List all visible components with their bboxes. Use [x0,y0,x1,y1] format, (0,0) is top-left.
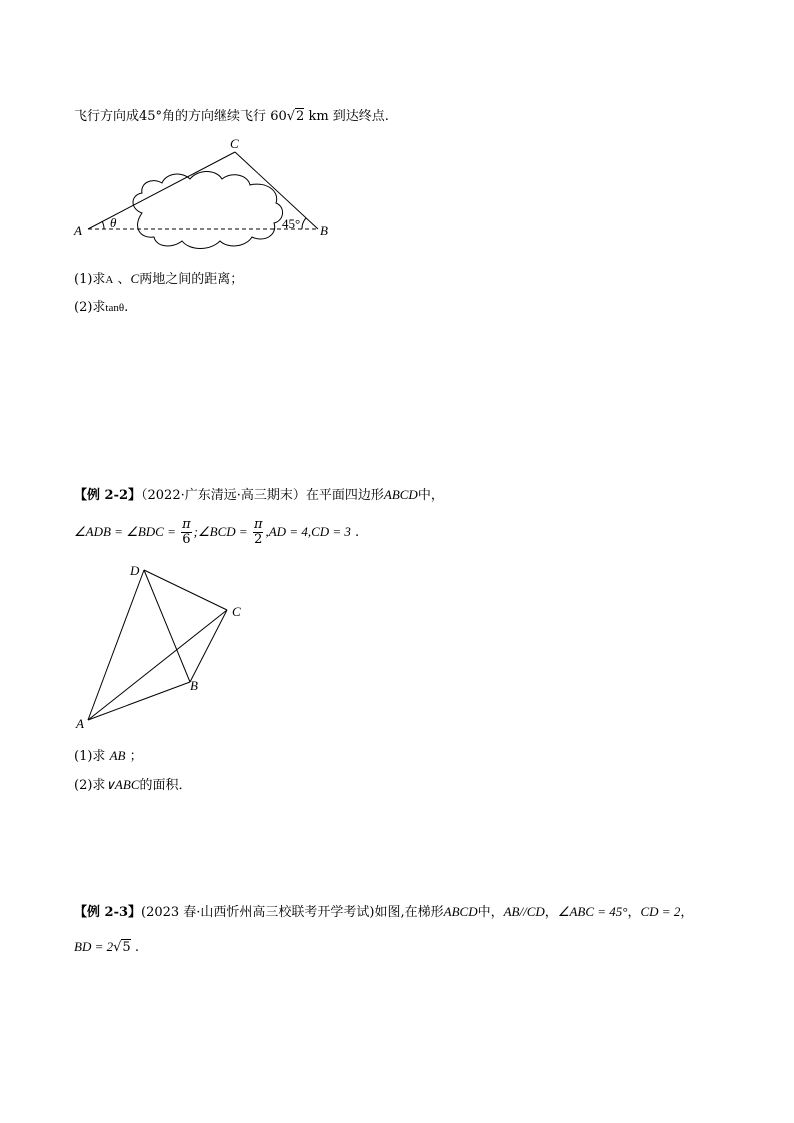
p2-q1-math: AB [109,748,126,763]
label-C: C [230,136,239,151]
q2-suffix: . [124,300,129,315]
example23-sep3: ， [680,905,694,920]
bd-end: . [130,940,139,955]
example23-source: (2023 春·山西忻州高三校联考开学考试)如图,在梯形 [141,905,444,920]
label-45: 45° [282,216,301,231]
fraction-pi-2: $\frac{\pi}{2}$ [253,517,263,547]
p2-q2-prefix: (2)求 [74,778,106,793]
sqrt-symbol: √ [286,109,296,124]
label-theta: θ [110,215,117,230]
angle-expr1: ∠ADB = ∠BDC = [74,524,180,539]
intro-text: 飞行方向成45°角的方向继续飞行 [74,109,271,124]
example23-trap: ABCD [443,904,478,919]
label-C: C [232,604,241,619]
distance-unit: km [304,109,329,124]
angle-theta-arc [102,221,104,229]
p2-q2-suffix: 的面积． [139,778,192,793]
q1-sep: 、 [113,272,131,287]
angle-expr3: ,AD = 4,CD = 3 [265,524,351,539]
example22-conditions [74,516,359,549]
line-CB [190,610,227,682]
example23-cond2: ∠ABC = 45° [557,904,628,919]
label-D: D [130,563,140,578]
bd-radical: 5 [122,940,131,955]
example22-quad: ABCD [383,487,418,502]
example23-mid: 中， [477,905,504,920]
example22-source-end: 中， [417,488,444,503]
line-BA [88,682,190,720]
example23-cond1: AB//CD [503,904,545,919]
bd-prefix: BD = 2 [74,939,114,954]
label-A: A [74,223,82,238]
example22-tag: 【例 2-2】 [74,488,142,503]
example22-heading [74,486,444,505]
q1-A: A [105,274,114,286]
bd-sqrt-symbol: √ [113,940,122,955]
problem2-q2 [74,776,192,795]
p2-q1-suffix: ； [125,749,143,764]
p2-q1-prefix: (1)求 [74,749,110,764]
example23-cond3: CD = 2 [640,904,681,919]
problem1-q2 [74,299,128,317]
example22-source: （2022·广东清远·高三期末）在平面四边形 [141,488,384,503]
q1-C: C [130,271,140,286]
q2-math: tanθ [105,302,125,314]
example23-heading [74,903,693,922]
label-B: B [190,678,198,693]
angle-45-arc [302,218,306,229]
cloud-shape [133,172,283,249]
angle-expr2: ;∠BCD = [193,524,251,539]
example23-tag: 【例 2-3】 [74,905,142,920]
q1-prefix: (1)求 [74,272,106,287]
example23-sep1: ， [544,905,558,920]
intro-text-end: 到达终点. [328,109,389,124]
line-DB [144,570,190,682]
line-DC [144,570,227,610]
label-B: B [320,223,328,238]
angle-end: . [350,525,360,540]
intro-line [74,108,389,126]
p2-q2-math: ∨ABC [105,777,140,792]
example23-bd [74,938,139,957]
example23-sep2: ， [627,905,641,920]
distance-radical: 2 [296,109,305,124]
figure-quadrilateral [70,558,260,733]
label-A: A [76,716,84,731]
q2-prefix: (2)求 [74,300,106,315]
problem1-q1 [74,270,243,289]
problem2-q1 [74,747,143,766]
fraction-pi-6: $\frac{\pi}{6}$ [182,517,191,547]
q1-suffix: 两地之间的距离； [139,272,244,287]
figure-triangle-cloud [70,135,340,260]
distance-value: 60 [270,109,287,124]
